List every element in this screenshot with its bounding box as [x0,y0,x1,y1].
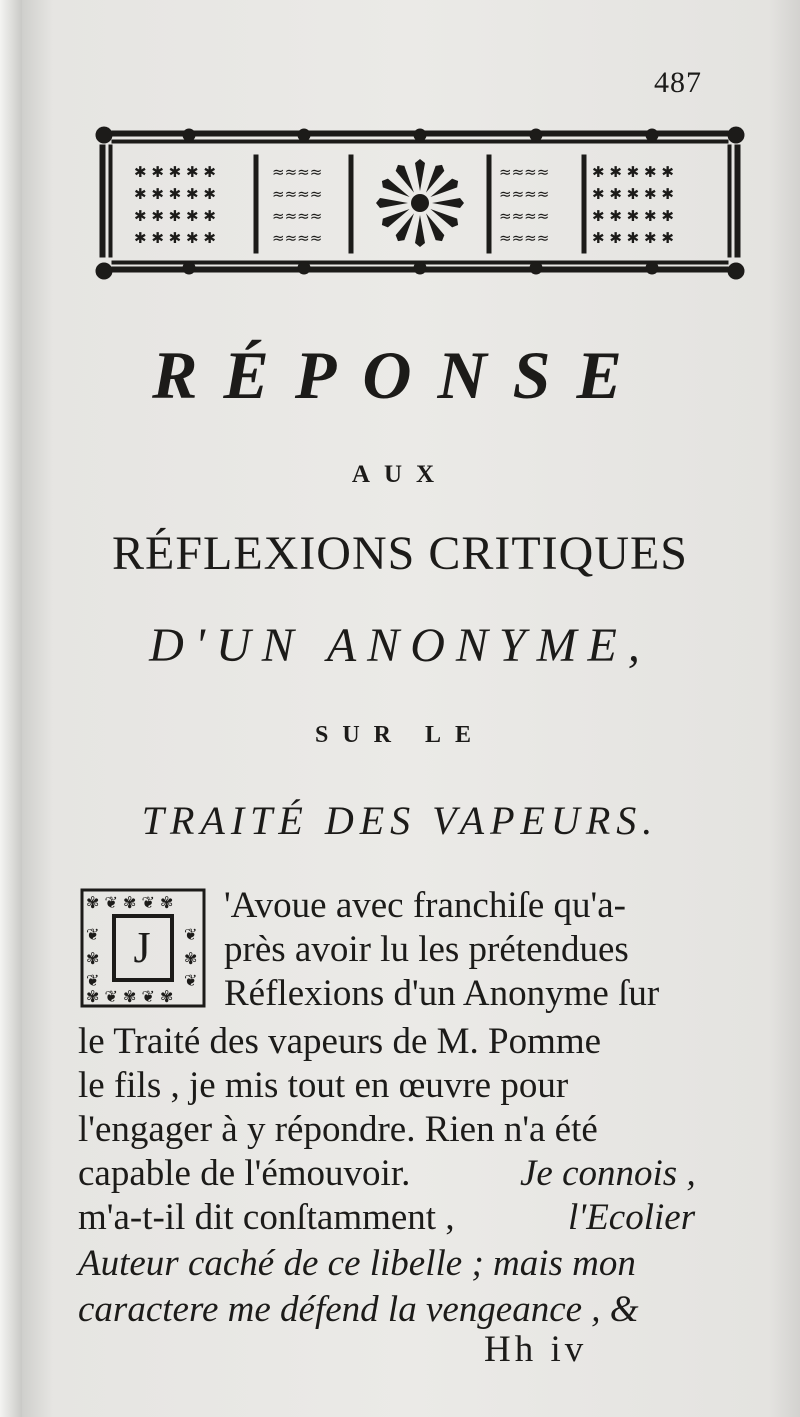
svg-text:✱ ✱ ✱ ✱ ✱: ✱ ✱ ✱ ✱ ✱ [134,229,216,247]
svg-text:✱ ✱ ✱ ✱ ✱: ✱ ✱ ✱ ✱ ✱ [134,207,216,225]
body-line-4: le Traité des vapeurs de M. Pomme [78,1021,602,1062]
svg-text:≈≈≈≈: ≈≈≈≈ [272,229,323,247]
svg-text:✾: ✾ [86,949,100,968]
title-sur-le: SUR LE [314,722,486,748]
svg-text:≈≈≈≈: ≈≈≈≈ [499,207,550,225]
body-line-7-italic: Je connois , [520,1153,696,1194]
svg-text:≈≈≈≈: ≈≈≈≈ [272,185,323,203]
body-line-2: près avoir lu les prétendues [224,929,629,970]
body-line-8: m'a-t-il dit conſtamment , [78,1197,455,1238]
body-line-7: capable de l'émouvoir. [78,1153,411,1194]
svg-text:✱ ✱ ✱ ✱ ✱: ✱ ✱ ✱ ✱ ✱ [592,163,674,181]
body-line-1: 'Avoue avec franchiſe qu'a- [224,885,626,926]
svg-text:✾ ❦ ✾ ❦ ✾: ✾ ❦ ✾ ❦ ✾ [86,987,174,1006]
signature-mark: Hh iv [484,1329,588,1370]
title-reflexions: RÉFLEXIONS CRITIQUES [111,527,688,580]
svg-text:✱ ✱ ✱ ✱ ✱: ✱ ✱ ✱ ✱ ✱ [134,185,216,203]
drop-cap-letter: J [133,923,151,972]
body-line-9: Auteur caché de ce libelle ; mais mon [78,1243,636,1284]
svg-text:✱ ✱ ✱ ✱ ✱: ✱ ✱ ✱ ✱ ✱ [134,163,216,181]
svg-text:≈≈≈≈: ≈≈≈≈ [499,185,550,203]
svg-text:❦: ❦ [184,925,198,944]
body-line-3: Réflexions d'un Anonyme ſur [224,973,660,1014]
page-number: 487 [654,66,702,99]
svg-text:≈≈≈≈: ≈≈≈≈ [272,163,323,181]
body-line-6: l'engager à y répondre. Rien n'a été [78,1109,598,1150]
svg-text:❦: ❦ [86,925,100,944]
svg-text:✱ ✱ ✱ ✱ ✱: ✱ ✱ ✱ ✱ ✱ [592,207,674,225]
svg-text:✱ ✱ ✱ ✱ ✱: ✱ ✱ ✱ ✱ ✱ [592,229,674,247]
svg-text:≈≈≈≈: ≈≈≈≈ [499,163,550,181]
body-line-10: caractere me défend la vengeance , & [78,1289,639,1330]
svg-text:❦: ❦ [184,971,198,990]
svg-text:≈≈≈≈: ≈≈≈≈ [499,229,550,247]
decorative-headpiece-icon [94,125,746,285]
svg-text:✾ ❦ ✾ ❦ ✾: ✾ ❦ ✾ ❦ ✾ [86,893,174,912]
page-edge [0,0,22,1417]
title-aux: AUX [351,461,449,488]
body-line-5: le fils , je mis tout en œuvre pour [78,1065,569,1106]
title-reponse: RÉPONSE [152,337,648,413]
svg-text:✱ ✱ ✱ ✱ ✱: ✱ ✱ ✱ ✱ ✱ [592,185,674,203]
svg-text:✾: ✾ [184,949,198,968]
body-line-8-italic: l'Ecolier [568,1197,696,1238]
svg-text:≈≈≈≈: ≈≈≈≈ [272,207,323,225]
svg-text:❦: ❦ [86,971,100,990]
title-anonyme: D'UN ANONYME, [149,619,651,672]
title-traite: TRAITÉ DES VAPEURS. [141,798,659,843]
